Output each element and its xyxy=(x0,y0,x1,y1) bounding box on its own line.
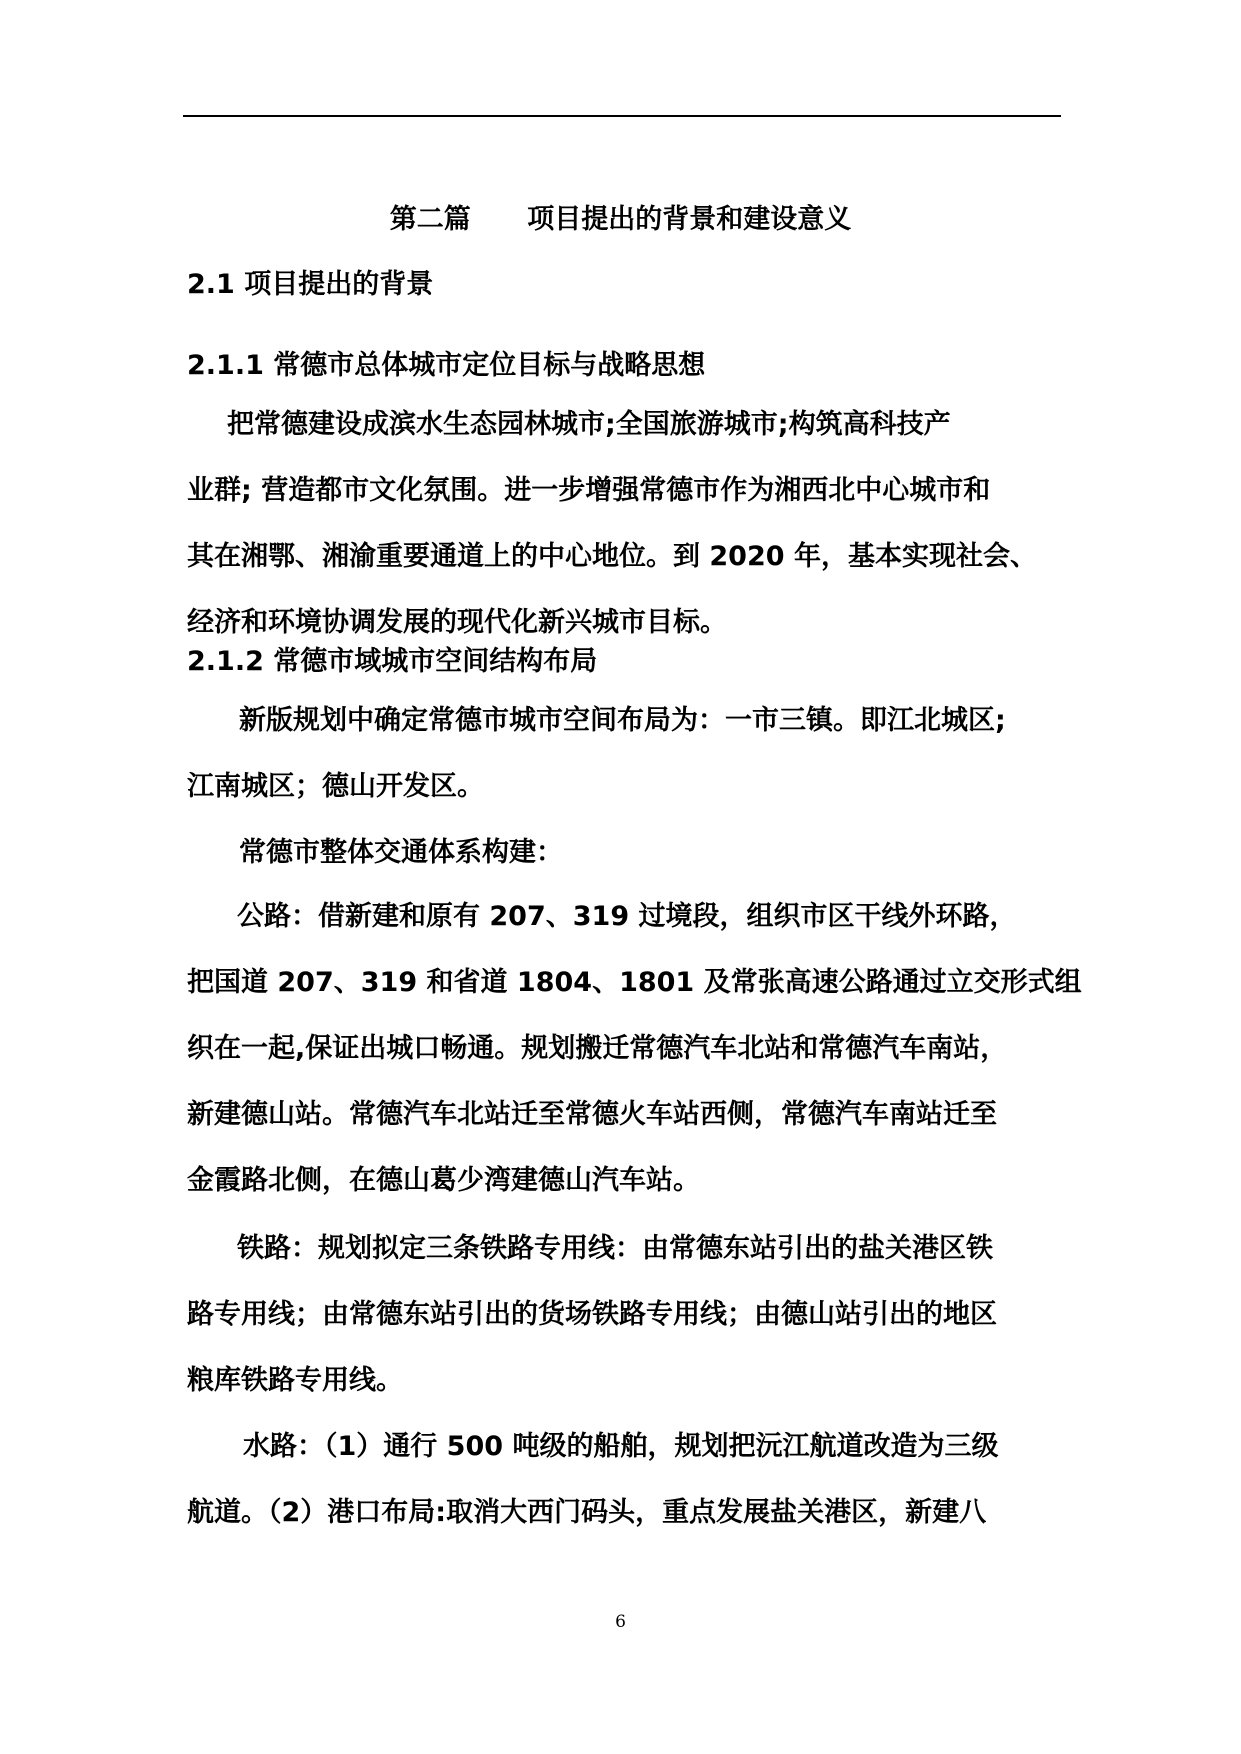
paragraph-transport-intro xyxy=(187,820,1057,886)
paragraph-line: 航道。（2）港口布局:取消大西门码头，重点发展盐关港区，新建八 xyxy=(187,1497,987,1528)
page-number: 6 xyxy=(615,1612,626,1632)
paragraph-highway xyxy=(187,884,1082,1214)
paragraph-line: 经济和环境协调发展的现代化新兴城市目标。 xyxy=(187,607,727,638)
paragraph-line: 铁路：规划拟定三条铁路专用线：由常德东站引出的盐关港区铁 xyxy=(237,1233,993,1264)
paragraph-line: 公路：借新建和原有 207、319 过境段，组织市区干线外环路， xyxy=(237,901,1017,932)
section-heading-2-1-2: 2.1.2 常德市域城市空间结构布局 xyxy=(187,646,598,677)
paragraph-line: 业群; 营造都市文化氛围。进一步增强常德市作为湘西北中心城市和 xyxy=(187,475,991,506)
paragraph-line: 常德市整体交通体系构建： xyxy=(239,837,563,868)
paragraph-layout xyxy=(187,688,1057,820)
header-rule xyxy=(183,115,1061,117)
paragraph-line: 江南城区；德山开发区。 xyxy=(187,771,484,802)
paragraph-line: 粮库铁路专用线。 xyxy=(187,1365,403,1396)
paragraph-line: 其在湘鄂、湘渝重要通道上的中心地位。到 2020 年，基本实现社会、 xyxy=(187,541,1037,572)
paragraph-line: 水路：（1）通行 500 吨级的船舶，规划把沅江航道改造为三级 xyxy=(243,1431,999,1462)
paragraph-line: 把常德建设成滨水生态园林城市;全国旅游城市;构筑高科技产 xyxy=(227,409,951,440)
paragraph-line: 织在一起,保证出城口畅通。规划搬迁常德汽车北站和常德汽车南站， xyxy=(187,1033,1008,1064)
paragraph-waterway xyxy=(187,1414,1057,1546)
paragraph-line: 新建德山站。常德汽车北站迁至常德火车站西侧，常德汽车南站迁至 xyxy=(187,1099,997,1130)
paragraph-line: 金霞路北侧，在德山葛少湾建德山汽车站。 xyxy=(187,1165,700,1196)
section-heading-2-1-1: 2.1.1 常德市总体城市定位目标与战略思想 xyxy=(187,350,706,381)
chapter-title: 第二篇 项目提出的背景和建设意义 xyxy=(389,204,852,235)
section-heading-2-1: 2.1 项目提出的背景 xyxy=(187,269,434,300)
paragraph-positioning xyxy=(187,392,1057,656)
paragraph-line: 把国道 207、319 和省道 1804、1801 及常张高速公路通过立交形式组 xyxy=(187,967,1082,998)
paragraph-railway xyxy=(187,1216,1057,1414)
paragraph-line: 新版规划中确定常德市城市空间布局为：一市三镇。即江北城区; xyxy=(239,705,1006,736)
paragraph-line: 路专用线；由常德东站引出的货场铁路专用线；由德山站引出的地区 xyxy=(187,1299,997,1330)
